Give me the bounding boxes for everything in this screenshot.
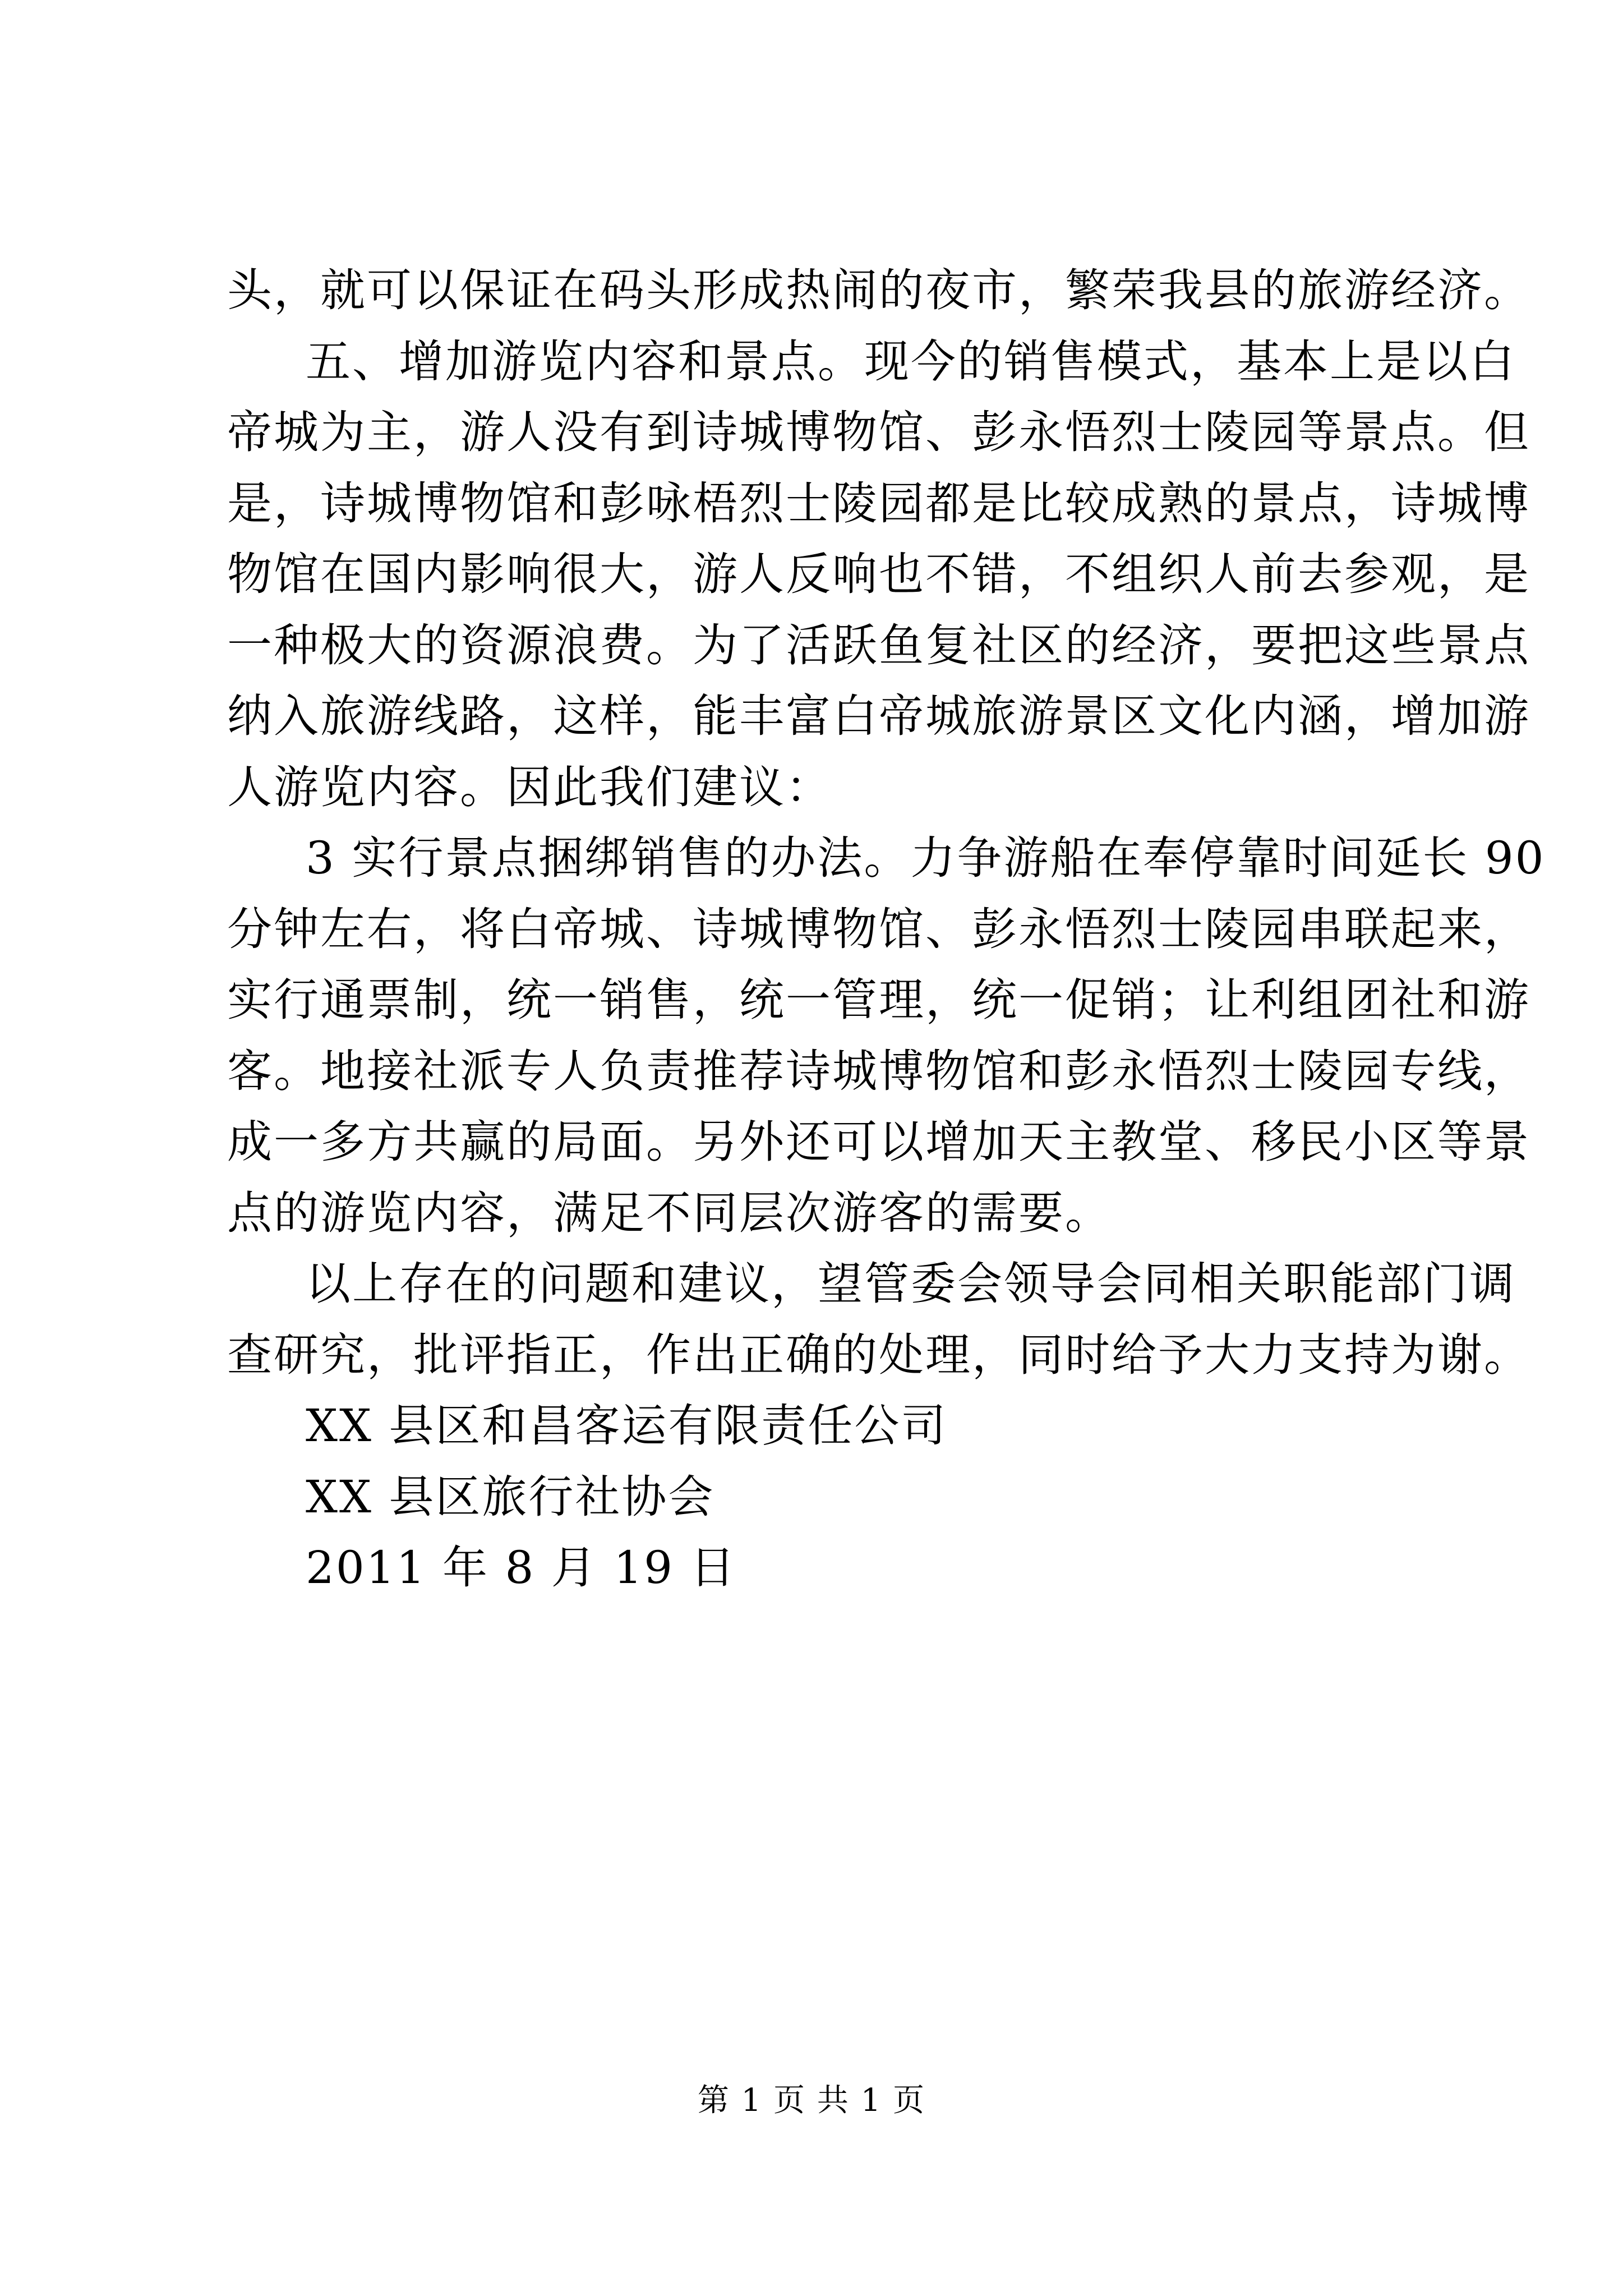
text-line: 人游览内容。因此我们建议： xyxy=(227,761,832,813)
text-line: 物馆在国内影响很大，游人反响也不错，不组织人前去参观，是 xyxy=(227,548,1530,600)
text-line: 五、增加游览内容和景点。现今的销售模式，基本上是以白 xyxy=(306,335,1516,388)
text-line: 以上存在的问题和建议，望管委会领导会同相关职能部门调 xyxy=(306,1258,1516,1310)
text-line: 点的游览内容，满足不同层次游客的需要。 xyxy=(227,1186,1112,1239)
text-line: 成一多方共赢的局面。另外还可以增加天主教堂、移民小区等景 xyxy=(227,1116,1530,1168)
text-line: 帝城为主，游人没有到诗城博物馆、彭永悟烈士陵园等景点。但 xyxy=(227,406,1530,458)
signature-association: XX 县区旅行社协会 xyxy=(306,1470,715,1523)
text-line: 是，诗城博物馆和彭咏梧烈士陵园都是比较成熟的景点，诗城博 xyxy=(227,477,1530,530)
signature-company: XX 县区和昌客运有限责任公司 xyxy=(306,1400,948,1452)
text-line: 查研究，批评指正，作出正确的处理，同时给予大力支持为谢。 xyxy=(227,1328,1530,1381)
text-line: 实行通票制，统一销售，统一管理，统一促销；让利组团社和游 xyxy=(227,974,1530,1026)
document-body xyxy=(227,255,1546,1604)
text-line: 一种极大的资源浪费。为了活跃鱼复社区的经济，要把这些景点 xyxy=(227,619,1530,671)
signature-date: 2011 年 8 月 19 日 xyxy=(306,1542,737,1594)
page-footer: 第 1 页 共 1 页 xyxy=(697,2082,926,2119)
text-line: 头，就可以保证在码头形成热闹的夜市，繁荣我县的旅游经济。 xyxy=(227,264,1530,316)
text-line: 客。地接社派专人负责推荐诗城博物馆和彭永悟烈士陵园专线， xyxy=(227,1045,1530,1097)
text-line: 分钟左右，将白帝城、诗城博物馆、彭永悟烈士陵园串联起来， xyxy=(227,903,1530,955)
text-line: 3 实行景点捆绑销售的办法。力争游船在奉停靠时间延长 90 xyxy=(306,832,1546,884)
text-line: 纳入旅游线路，这样，能丰富白帝城旅游景区文化内涵，增加游 xyxy=(227,690,1530,742)
